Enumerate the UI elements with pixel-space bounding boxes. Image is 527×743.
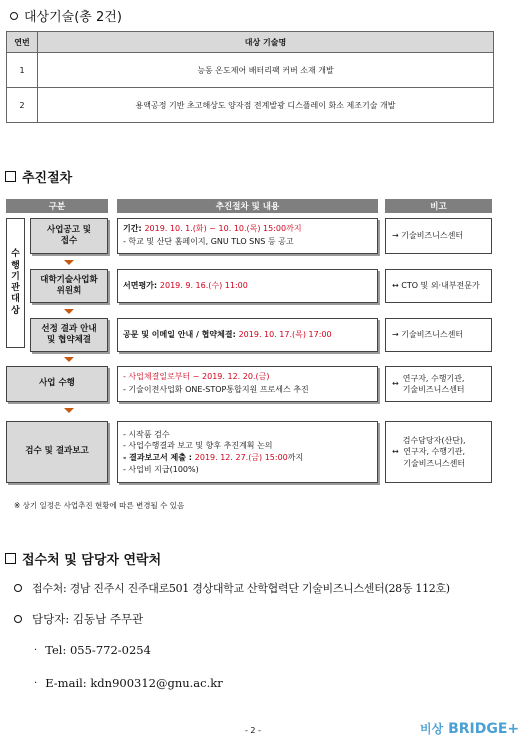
section3-title: 접수처 및 담당자 연락처 xyxy=(5,549,161,568)
circle-bullet-icon xyxy=(14,584,22,592)
arrow-down-icon xyxy=(64,309,74,314)
reception-line: 접수처: 경남 진주시 진주대로501 경상대학교 산학협력단 기술비즈니스센터(28동 112호) xyxy=(14,580,450,596)
arrow-down-icon xyxy=(64,357,74,362)
square-bullet-icon xyxy=(5,171,16,182)
table-row xyxy=(7,53,494,88)
email-line: · E-mail: kdn900312@gnu.ac.kr xyxy=(34,676,223,690)
tel-line: · Tel: 055-772-0254 xyxy=(34,643,151,657)
row-number: 1 xyxy=(7,53,38,88)
circle-bullet-icon xyxy=(10,12,18,20)
vertical-label-executing-org: 수 행 기 관 대 상 xyxy=(6,218,25,348)
brand-logo: 비상 BRIDGE+ xyxy=(420,721,520,737)
col-header-category: 구분 xyxy=(6,199,108,213)
target-tech-table xyxy=(6,31,494,123)
row-tech-name: 능동 온도제어 배터리팩 커버 소재 개발 xyxy=(38,53,494,88)
step-content-execution: - 사업체결일로부터 ~ 2019. 12. 20.(금) - 기술이전사업화 ONE-STOP통합지원 프로세스 추진 xyxy=(117,366,378,402)
step-label-announcement: 사업공고 및 접수 xyxy=(30,218,108,254)
step-content-committee: 서면평가: 2019. 9. 16.(수) 11:00 xyxy=(117,269,378,303)
step-label-inspection: 검수 및 결과보고 xyxy=(6,421,108,483)
page-number: - 2 - xyxy=(245,726,261,735)
section2-title: 추진절차 xyxy=(5,167,72,186)
dot-bullet-icon: · xyxy=(34,677,38,689)
step-note-selection: → 기술비즈니스센터 xyxy=(385,318,492,352)
arrow-down-icon xyxy=(64,408,74,413)
step-label-selection: 선정 결과 안내 및 협약체결 xyxy=(30,318,108,352)
square-bullet-icon xyxy=(5,553,16,564)
step-note-announcement: → 기술비즈니스센터 xyxy=(385,218,492,254)
step-note-execution: ↔ 연구자, 수행기관, 기술비즈니스센터 xyxy=(385,366,492,402)
step-content-selection: 공문 및 이메일 안내 / 협약체결: 2019. 10. 17.(목) 17:00 xyxy=(117,318,378,352)
circle-bullet-icon xyxy=(14,615,22,623)
step-note-committee: ↔ CTO 및 외·내부전문가 xyxy=(385,269,492,303)
col-header-remarks: 비고 xyxy=(385,199,492,213)
col-header-number: 연번 xyxy=(7,32,38,53)
section1-title: 대상기술(총 2건) xyxy=(10,6,122,25)
dot-bullet-icon: · xyxy=(34,644,38,656)
table-row xyxy=(7,88,494,123)
col-header-procedure: 추진절차 및 내용 xyxy=(117,199,378,213)
table-header-row xyxy=(7,32,494,53)
row-tech-name: 용액공정 기반 초고해상도 양자점 전계발광 디스플레이 화소 제조기술 개발 xyxy=(38,88,494,123)
col-header-tech-name: 대상 기술명 xyxy=(38,32,494,53)
step-label-execution: 사업 수행 xyxy=(6,366,108,402)
arrow-down-icon xyxy=(64,260,74,265)
manager-line: 담당자: 김동남 주무관 xyxy=(14,611,143,627)
double-arrow-icon: ↔ xyxy=(392,379,399,389)
double-arrow-icon: ↔ xyxy=(392,447,399,457)
step-content-inspection: - 시작품 검수 - 사업수행결과 보고 및 향후 추진계획 논의 - 결과보고서 제출 : 2019. 12. 27.(금) 15:00까지 - 사업비 지급(100%) xyxy=(117,421,378,483)
step-content-announcement: 기간: 2019. 10. 1.(화) ~ 10. 10.(목) 15:00까지 - 학교 및 산단 홈페이지, GNU TLO SNS 등 공고 xyxy=(117,218,378,254)
row-number: 2 xyxy=(7,88,38,123)
step-note-inspection: ↔ 검수담당자(산단), 연구자, 수행기관, 기술비즈니스센터 xyxy=(385,421,492,483)
schedule-footnote: ※ 상기 일정은 사업추진 현황에 따른 변경될 수 있음 xyxy=(14,501,185,510)
step-label-committee: 대학기술사업화 위원회 xyxy=(30,269,108,303)
